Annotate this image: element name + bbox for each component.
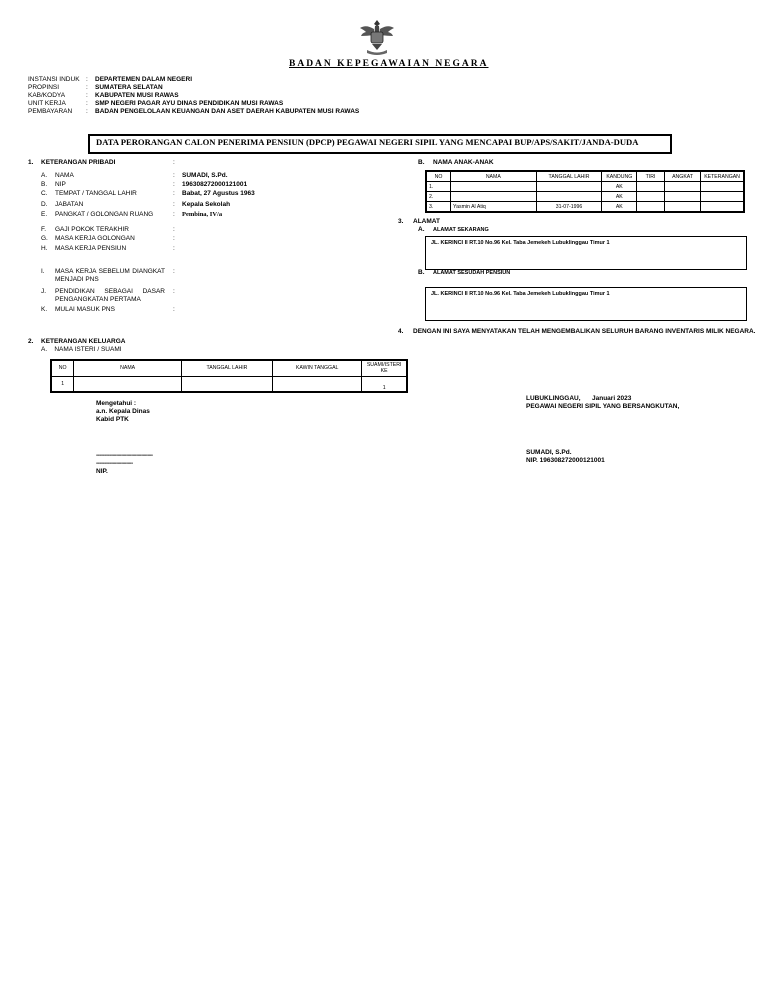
child-cell	[637, 192, 665, 202]
child-cell	[536, 192, 602, 202]
child-cell: AK	[602, 182, 637, 192]
personal-key: C.	[41, 190, 48, 197]
child-cell	[637, 182, 665, 192]
info-colons: : : : : :	[86, 76, 88, 115]
table-row	[51, 376, 407, 392]
document-title: DATA PERORANGAN CALON PENERIMA PENSIUN (DPCP) PEGAWAI NEGERI SIPIL YANG MENCAPAI BUP/APS/SAKIT/JANDA-DUDA	[96, 137, 639, 147]
personal-key: B.	[41, 181, 48, 188]
personal-key: J.	[41, 288, 47, 295]
personal-key: K.	[41, 306, 48, 313]
sign-right-title: PEGAWAI NEGERI SIPIL YANG BERSANGKUTAN,	[526, 403, 680, 410]
spouse-cell-kawin-tanggal	[273, 376, 362, 392]
spouse-cell-no: 1	[51, 376, 74, 392]
child-cell	[665, 192, 701, 202]
spouse-col-ke: SUAMI/ISTERI KE	[362, 360, 407, 376]
children-col-angkat: ANGKAT	[665, 171, 701, 182]
personal-label: PANGKAT / GOLONGAN RUANG	[55, 211, 154, 218]
personal-label: NIP	[55, 181, 66, 188]
personal-colon: :	[173, 172, 175, 179]
personal-label: JABATAN	[55, 201, 84, 208]
personal-value: Babat, 27 Agustus 1963	[182, 190, 255, 197]
sign-right-name: SUMADI, S.Pd.	[526, 449, 572, 456]
spouse-subheading: A. NAMA ISTERI / SUAMI	[41, 346, 122, 353]
child-cell: Yasmin Al Atiq	[451, 202, 537, 213]
children-heading: NAMA ANAK-ANAK	[433, 159, 494, 166]
personal-value: Pembina, IV/a	[182, 211, 223, 218]
child-cell	[451, 192, 537, 202]
personal-colon: :	[173, 226, 175, 233]
info-value-instansi: DEPARTEMEN DALAM NEGERI	[95, 76, 193, 83]
children-table	[425, 170, 745, 213]
address-current-value: JL. KERINCI II RT.10 No.96 Kel. Taba Jemekeh Lubuklinggau Timur 1	[431, 240, 610, 246]
personal-key: G.	[41, 235, 48, 242]
child-cell: AK	[602, 202, 637, 213]
children-key: B.	[418, 159, 425, 166]
personal-colon: :	[173, 235, 175, 242]
personal-key: F.	[41, 226, 47, 233]
address-after-value: JL. KERINCI II RT.10 No.96 Kel. Taba Jemekeh Lubuklinggau Timur 1	[431, 291, 610, 297]
personal-label: GAJI POKOK TERAKHIR	[55, 226, 129, 233]
personal-colon: :	[173, 288, 175, 295]
section3-heading: ALAMAT	[413, 218, 440, 225]
personal-key: H.	[41, 245, 48, 252]
sign-right-nip: NIP. 196308272000121001	[526, 457, 605, 464]
address-after-heading: ALAMAT SESUDAH PENSIUN	[433, 270, 511, 276]
personal-colon: :	[173, 245, 175, 252]
garuda-emblem-icon	[358, 18, 396, 58]
personal-label: MULAI MASUK PNS	[55, 306, 115, 313]
section1-number: 1.	[28, 159, 34, 166]
child-cell	[637, 202, 665, 213]
info-value-pembayaran: BADAN PENGELOLAAN KEUANGAN DAN ASET DAERAH KABUPATEN MUSI RAWAS	[95, 108, 360, 115]
child-cell	[701, 192, 744, 202]
personal-colon: :	[173, 201, 175, 208]
child-cell: 1.	[426, 182, 451, 192]
children-col-kandung: KANDUNG	[602, 171, 637, 182]
children-col-tanggal-lahir: TANGGAL LAHIR	[536, 171, 602, 182]
child-cell: 3.	[426, 202, 451, 213]
sign-left-position: Kabid PTK	[96, 416, 129, 423]
section4-text: DENGAN INI SAYA MENYATAKAN TELAH MENGEMBALIKAN SELURUH BARANG INVENTARIS MILIK NEGARA.	[413, 328, 756, 335]
spouse-cell-nama	[74, 376, 182, 392]
sign-right-place: LUBUKLINGGAU,	[526, 395, 581, 402]
spouse-col-no: NO	[51, 360, 74, 376]
child-cell: 31-07-1996	[536, 202, 602, 213]
info-label-pembayaran: PEMBAYARAN	[28, 108, 73, 115]
address-current-heading: ALAMAT SEKARANG	[433, 227, 489, 233]
personal-colon: :	[173, 211, 175, 218]
personal-value: Kepala Sekolah	[182, 201, 231, 208]
agency-title: BADAN KEPEGAWAIAN NEGARA	[289, 59, 489, 69]
info-value-propinsi: SUMATERA SELATAN	[95, 84, 163, 91]
info-value-unit-kerja: SMP NEGERI PAGAR AYU DINAS PENDIDIKAN MUSI RAWAS	[95, 100, 284, 107]
spouse-cell-ke: 1	[362, 376, 407, 392]
personal-label: MASA KERJA SEBELUM DIANGKAT MENJADI PNS	[55, 268, 165, 283]
info-label-kabkodya: KAB/KODYA	[28, 92, 66, 99]
personal-key: I.	[41, 268, 45, 275]
table-row	[426, 192, 744, 202]
spouse-cell-tanggal-lahir	[181, 376, 272, 392]
personal-key: D.	[41, 201, 48, 208]
spouse-table	[50, 359, 408, 393]
sign-right-date: Januari 2023	[592, 395, 632, 402]
personal-colon: :	[173, 190, 175, 197]
sign-left-dots-2: ----------------------	[96, 460, 133, 467]
section2-number: 2.	[28, 338, 34, 345]
children-col-no: NO	[426, 171, 451, 182]
spouse-col-kawin-tanggal: KAWIN TANGGAL	[273, 360, 362, 376]
personal-key: A.	[41, 172, 48, 179]
personal-label: PENDIDIKAN SEBAGAI DASAR PENGANGKATAN PERTAMA	[55, 288, 165, 303]
section1-heading-colon: :	[173, 159, 175, 166]
child-cell	[701, 202, 744, 213]
personal-colon: :	[173, 268, 175, 275]
info-label-unit-kerja: UNIT KERJA	[28, 100, 66, 107]
personal-label: NAMA	[55, 172, 74, 179]
personal-label: MASA KERJA PENSIUN	[55, 245, 127, 252]
child-cell: 2.	[426, 192, 451, 202]
children-col-keterangan: KETERANGAN	[701, 171, 744, 182]
personal-colon: :	[173, 181, 175, 188]
info-label-propinsi: PROPINSI	[28, 84, 60, 91]
section2-heading: KETERANGAN KELUARGA	[41, 338, 126, 345]
sign-left-nip: NIP.	[96, 468, 108, 475]
info-label-instansi: INSTANSI INDUK	[28, 76, 80, 83]
table-row	[426, 202, 744, 213]
sign-left-mengetahui: Mengetahui :	[96, 400, 137, 407]
child-cell: AK	[602, 192, 637, 202]
section3-number: 3.	[398, 218, 404, 225]
spouse-col-nama: NAMA	[74, 360, 182, 376]
personal-colon: :	[173, 306, 175, 313]
child-cell	[536, 182, 602, 192]
child-cell	[665, 182, 701, 192]
section1-heading: KETERANGAN PRIBADI	[41, 159, 116, 166]
child-cell	[701, 182, 744, 192]
address-after-key: B.	[418, 269, 425, 276]
personal-label: MASA KERJA GOLONGAN	[55, 235, 135, 242]
address-current-key: A.	[418, 226, 425, 233]
sign-left-dots-1: ----------------------------------	[96, 452, 153, 459]
personal-key: E.	[41, 211, 48, 218]
info-value-kabkodya: KABUPATEN MUSI RAWAS	[95, 92, 179, 99]
sign-left-on-behalf: a.n. Kepala Dinas	[96, 408, 150, 415]
children-col-nama: NAMA	[451, 171, 537, 182]
child-cell	[451, 182, 537, 192]
personal-label: TEMPAT / TANGGAL LAHIR	[55, 190, 137, 197]
children-col-tiri: TIRI	[637, 171, 665, 182]
table-row	[426, 182, 744, 192]
personal-value: SUMADI, S.Pd.	[182, 172, 228, 179]
section4-number: 4.	[398, 328, 404, 335]
child-cell	[665, 202, 701, 213]
personal-value: 196308272000121001	[182, 181, 248, 188]
spouse-col-tanggal-lahir: TANGGAL LAHIR	[181, 360, 272, 376]
